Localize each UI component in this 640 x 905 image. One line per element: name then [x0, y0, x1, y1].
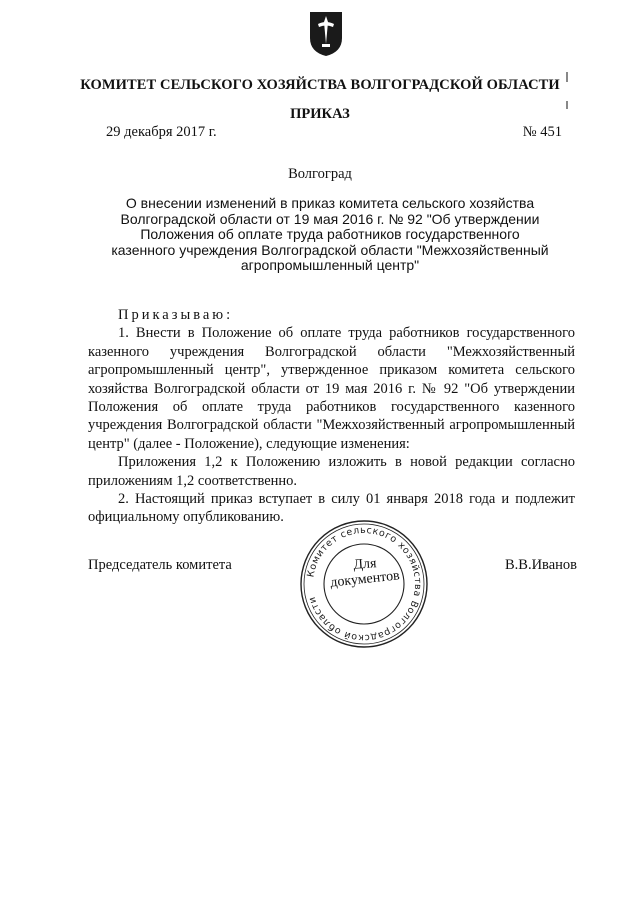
- scan-edge-mark: [566, 72, 568, 82]
- order-lead: Приказываю:: [118, 307, 234, 323]
- order-subject: О внесении изменений в приказ комитета сельского хозяйства Волгоградской области от 19 мая 2016 г. № 92 "Об утверждении Положения об оплате труда работников государственного казенного учреждения Волгоградской области "Межхозяйственный агропромышленный центр": [111, 195, 549, 273]
- scan-edge-mark: [566, 101, 568, 109]
- order-number: № 451: [522, 124, 562, 140]
- coat-of-arms-icon: [306, 8, 346, 58]
- stamp-center-line-2: документов: [329, 568, 401, 591]
- signatory-name: В.В.Иванов: [504, 557, 577, 573]
- order-paragraph-1: 1. Внести в Положение об оплате труда работников государственного казенного учреждения Волгоградской области "Межхозяйственный агропромышленный центр", утвержденное приказом комитета сельского хозяйства Волгоградской области от 19 мая 2016 г. № 92 "Об утверждении Положения об оплате труда работников государственного казенного учреждения Волгоградской области "Межхозяйственный агропромышленный центр" (далее - Положение), следующие изменения:: [88, 325, 575, 452]
- committee-name: КОМИТЕТ СЕЛЬСКОГО ХОЗЯЙСТВА ВОЛГОГРАДСКОЙ ОБЛАСТИ: [80, 77, 560, 93]
- order-date: 29 декабря 2017 г.: [106, 124, 217, 140]
- document-type: ПРИКАЗ: [290, 106, 350, 122]
- order-body: [88, 306, 575, 527]
- order-paragraph-2: Приложения 1,2 к Положению изложить в новой редакции согласно приложениям 1,2 соответственно.: [88, 454, 575, 489]
- order-paragraph-3: 2. Настоящий приказ вступает в силу 01 января 2018 года и подлежит официальному опубликованию.: [88, 491, 575, 526]
- stamp-center-line-1: Для: [353, 556, 377, 573]
- stamp-center-text: [320, 556, 410, 591]
- stamp-ring-text: Комитет сельского хозяйства Волгоградской области: [305, 524, 424, 644]
- signatory-role: Председатель комитета: [88, 557, 232, 573]
- city-name: Волгоград: [288, 166, 352, 182]
